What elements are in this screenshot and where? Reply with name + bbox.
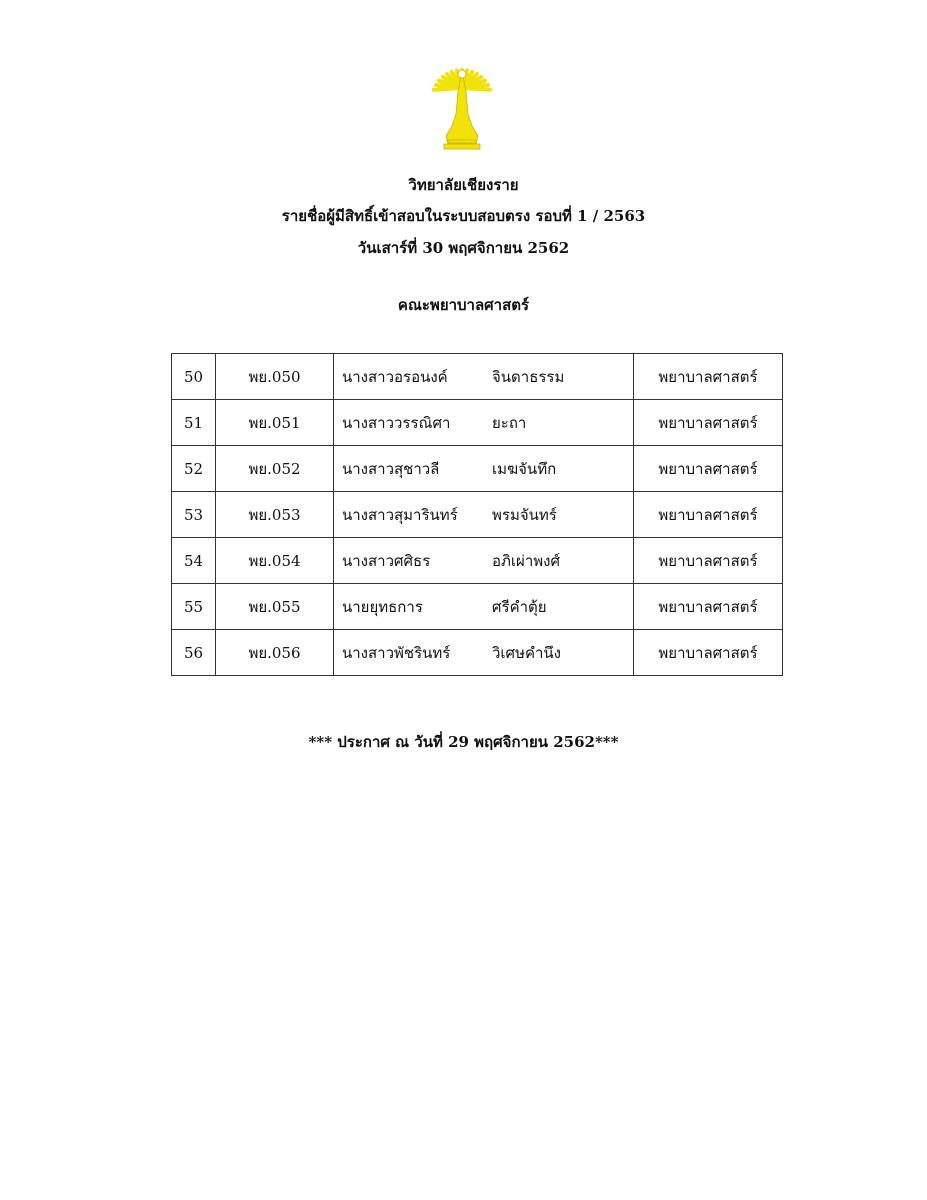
department: พยาบาลศาสตร์ <box>634 630 783 676</box>
first-name: นางสาวอรอนงค์ <box>342 367 448 386</box>
department: พยาบาลศาสตร์ <box>634 584 783 630</box>
last-name: ยะถา <box>492 413 527 432</box>
page-subtitle: รายชื่อผู้มีสิทธิ์เข้าสอบในระบบสอบตรง รอบที่ 1 / 2563 <box>281 207 646 225</box>
emblem-ray <box>462 88 490 90</box>
table-row <box>172 446 783 492</box>
department: พยาบาลศาสตร์ <box>634 446 783 492</box>
applicant-code: พย.055 <box>216 584 334 630</box>
first-name: นางสาววรรณิศา <box>342 413 451 432</box>
applicant-code: พย.053 <box>216 492 334 538</box>
last-name: พรมจันทร์ <box>492 505 557 524</box>
department: พยาบาลศาสตร์ <box>634 354 783 400</box>
table-row <box>172 492 783 538</box>
row-number: 50 <box>172 354 216 400</box>
candidate-table <box>171 353 783 676</box>
row-number: 54 <box>172 538 216 584</box>
last-name: จินดาธรรม <box>492 367 565 386</box>
applicant-name <box>334 400 634 446</box>
row-number: 53 <box>172 492 216 538</box>
row-number: 55 <box>172 584 216 630</box>
last-name: เมฆจันทึก <box>492 459 557 478</box>
row-number: 52 <box>172 446 216 492</box>
first-name: นางสาวสุชาวลี <box>342 459 440 478</box>
first-name: นายยุทธการ <box>342 597 423 616</box>
last-name: วิเศษคำนึง <box>492 643 561 662</box>
faculty-heading: คณะพยาบาลศาสตร์ <box>397 296 530 314</box>
applicant-name <box>334 538 634 584</box>
applicant-code: พย.050 <box>216 354 334 400</box>
department: พยาบาลศาสตร์ <box>634 538 783 584</box>
table-row <box>172 400 783 446</box>
department: พยาบาลศาสตร์ <box>634 400 783 446</box>
first-name: นางสาวสุมารินทร์ <box>342 505 458 524</box>
page-title: วิทยาลัยเชียงราย <box>408 176 519 194</box>
last-name: ศรีคำตุ้ย <box>492 597 547 616</box>
table-row <box>172 538 783 584</box>
table-row <box>172 630 783 676</box>
applicant-code: พย.051 <box>216 400 334 446</box>
applicant-name <box>334 354 634 400</box>
first-name: นางสาวพัชรินทร์ <box>342 643 451 662</box>
applicant-name <box>334 446 634 492</box>
applicant-name <box>334 492 634 538</box>
row-number: 51 <box>172 400 216 446</box>
announcement-note: *** ประกาศ ณ วันที่ 29 พฤศจิกายน 2562*** <box>308 733 619 751</box>
last-name: อภิเผ่าพงศ์ <box>492 551 560 570</box>
table-row <box>172 354 783 400</box>
phra-kiao-emblem-icon <box>430 52 494 152</box>
department: พยาบาลศาสตร์ <box>634 492 783 538</box>
applicant-code: พย.054 <box>216 538 334 584</box>
table-row <box>172 584 783 630</box>
applicant-code: พย.056 <box>216 630 334 676</box>
applicant-name <box>334 584 634 630</box>
exam-date: วันเสาร์ที่ 30 พฤศจิกายน 2562 <box>357 239 570 257</box>
row-number: 56 <box>172 630 216 676</box>
applicant-code: พย.052 <box>216 446 334 492</box>
first-name: นางสาวศศิธร <box>342 551 431 570</box>
applicant-name <box>334 630 634 676</box>
